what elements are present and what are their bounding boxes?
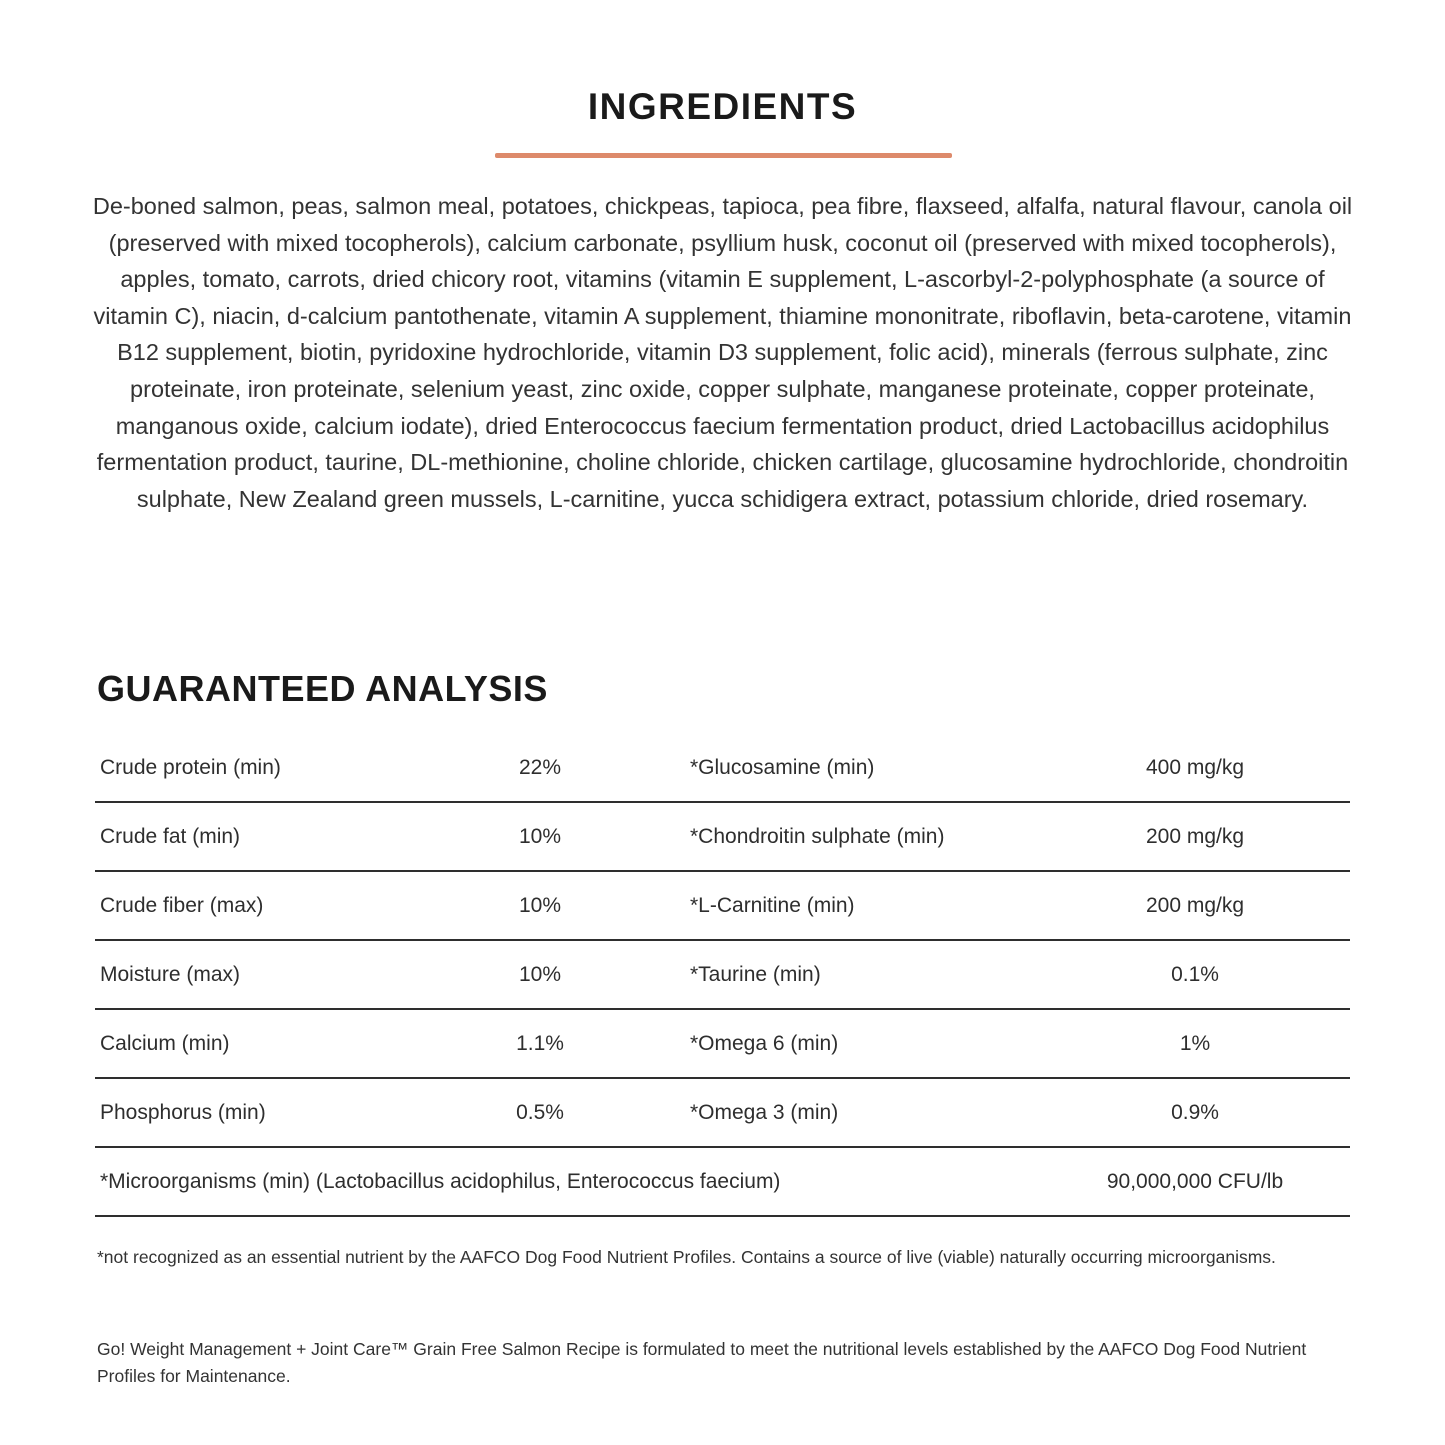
table-row: [95, 1079, 1350, 1148]
nutrient-label: *L-Carnitine (min): [690, 893, 855, 917]
nutrient-label: Moisture (max): [100, 962, 241, 986]
nutrient-value: 90,000,000 CFU/lb: [1106, 1169, 1284, 1193]
nutrient-value: 1.1%: [516, 1031, 564, 1055]
nutrient-label: Crude fat (min): [100, 824, 241, 848]
guaranteed-analysis-table: [95, 734, 1350, 1217]
table-row-microorganisms: [95, 1148, 1350, 1217]
table-row: [95, 941, 1350, 1010]
ingredients-paragraph: De-boned salmon, peas, salmon meal, potatoes, chickpeas, tapioca, pea fibre, flaxseed, alfalfa, natural flavour, canola oil (preserved with mixed tocopherols), calcium carbonate, psyllium husk, coconut oil (preserved with mixed tocopherols), apples, tomato, carrots, dried chicory root, vitamins (vitamin E supplement, L-ascorbyl-2-polyphosphate (a source of vitamin C), niacin, d-calcium pantothenate, vitamin A supplement, thiamine mononitrate, riboflavin, beta-carotene, vitamin B12 supplement, biotin, pyridoxine hydrochloride, vitamin D3 supplement, folic acid), minerals (ferrous sulphate, zinc proteinate, iron proteinate, selenium yeast, zinc oxide, copper sulphate, manganese proteinate, copper proteinate, manganous oxide, calcium iodate), dried Enterococcus faecium fermentation product, dried Lactobacillus acidophilus fermentation product, taurine, DL-methionine, choline chloride, chicken cartilage, glucosamine hydrochloride, chondroitin sulphate, New Zealand green mussels, L-carnitine, yucca schidigera extract, potassium chloride, dried rosemary.: [92, 193, 1353, 512]
table-row: [95, 872, 1350, 941]
aafco-statement: Go! Weight Management + Joint Care™ Grain Free Salmon Recipe is formulated to meet the nutritional levels established by the AAFCO Dog Food Nutrient Profiles for Maintenance.: [97, 1339, 1307, 1386]
nutrient-value: 10%: [518, 962, 562, 986]
guaranteed-analysis-heading: GUARANTEED ANALYSIS: [97, 668, 548, 709]
nutrient-label: Phosphorus (min): [100, 1100, 266, 1124]
nutrient-label: *Microorganisms (min) (Lactobacillus acidophilus, Enterococcus faecium): [100, 1169, 781, 1193]
nutrient-value: 22%: [518, 755, 562, 779]
nutrient-value: 10%: [518, 893, 562, 917]
accent-divider: [495, 153, 952, 158]
nutrient-label: Crude fiber (max): [100, 893, 264, 917]
nutrient-label: Crude protein (min): [100, 755, 281, 779]
asterisk-footnote: *not recognized as an essential nutrient by the AAFCO Dog Food Nutrient Profiles. Contains a source of live (viable) naturally occurring microorganisms.: [97, 1247, 1276, 1267]
nutrient-value: 1%: [1179, 1031, 1211, 1055]
nutrient-label: *Taurine (min): [690, 962, 821, 986]
nutrient-label: *Glucosamine (min): [690, 755, 875, 779]
nutrient-label: *Omega 6 (min): [690, 1031, 839, 1055]
nutrient-label: *Chondroitin sulphate (min): [690, 824, 945, 848]
nutrient-value: 10%: [518, 824, 562, 848]
table-row: [95, 1010, 1350, 1079]
nutrient-label: *Omega 3 (min): [690, 1100, 839, 1124]
nutrient-value: 200 mg/kg: [1145, 893, 1245, 917]
nutrient-value: 400 mg/kg: [1145, 755, 1245, 779]
ingredients-heading: INGREDIENTS: [587, 86, 858, 127]
nutrient-value: 0.1%: [1171, 962, 1219, 986]
table-row: [95, 734, 1350, 803]
nutrient-label: Calcium (min): [100, 1031, 230, 1055]
nutrient-value: 200 mg/kg: [1145, 824, 1245, 848]
nutrient-value: 0.9%: [1171, 1100, 1219, 1124]
table-row: [95, 803, 1350, 872]
nutrient-value: 0.5%: [516, 1100, 564, 1124]
